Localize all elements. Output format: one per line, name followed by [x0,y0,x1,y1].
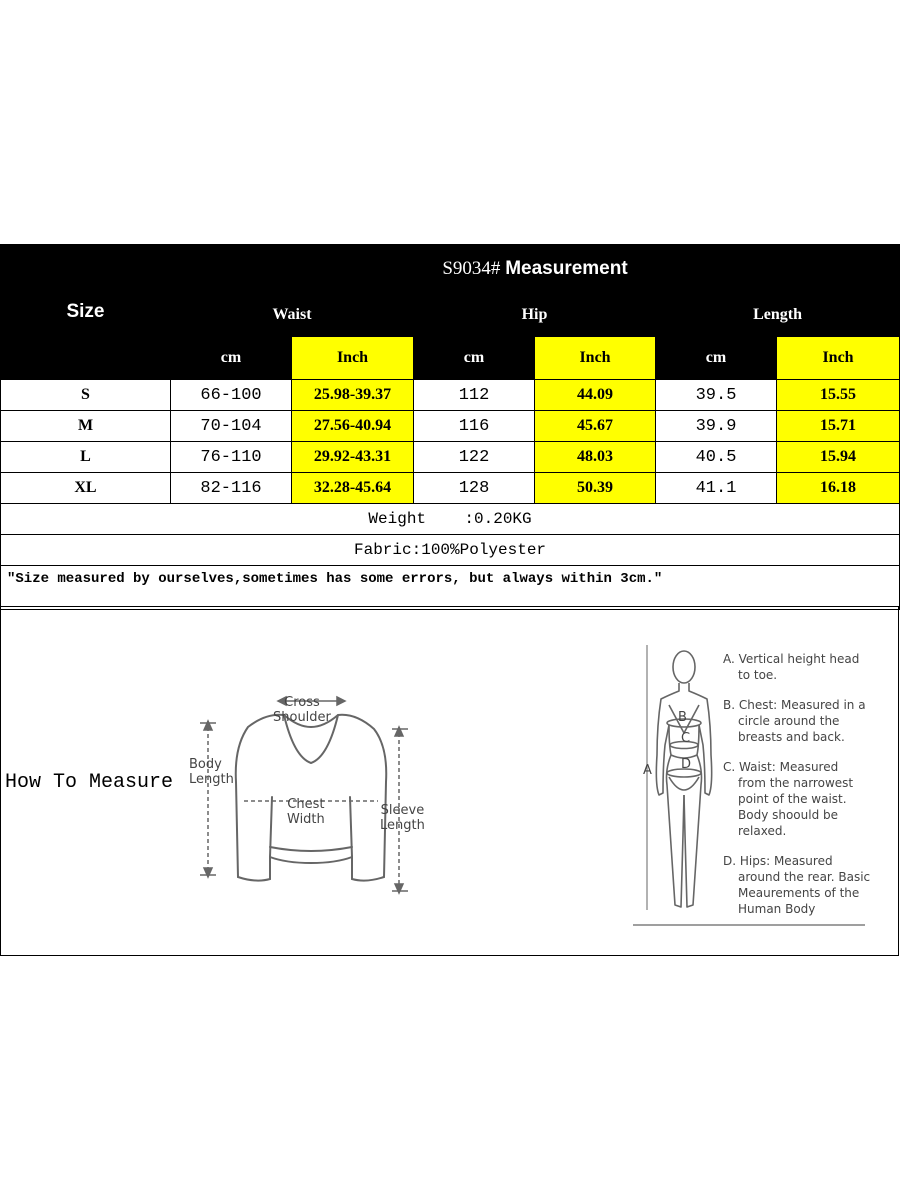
legend-d-text: around the rear. Basic Meaurements of the Human Body [738,870,871,916]
figure-letter-a: A [643,763,652,778]
length-inch-cell: 15.55 [777,380,900,411]
legend-c-text: from the narrowest point of the waist. Body shoould be relaxed. [738,776,854,838]
legend-c-title: C. Waist: Measured [723,760,839,774]
waist-cm-cell: 70-104 [171,411,292,442]
waist-cm-cell: 66-100 [171,380,292,411]
length-inch-cell: 15.71 [777,411,900,442]
table-title [171,245,900,294]
table-row [1,473,900,504]
hip-cm-cell: 116 [414,411,535,442]
length-inch-cell: 16.18 [777,473,900,504]
waist-header: Waist [171,294,414,337]
size-cell: L [1,442,171,473]
legend-item-c [723,759,873,839]
legend-item-b [723,697,873,745]
length-cm-cell: 41.1 [656,473,777,504]
measurement-legend [723,651,873,931]
cross-shoulder-label [273,695,331,725]
hip-inch-cell: 48.03 [535,442,656,473]
waist-inch-cell: 32.28-45.64 [292,473,414,504]
body-length-label [189,757,234,787]
legend-item-d [723,853,873,917]
waist-cm-cell: 76-110 [171,442,292,473]
size-chart-table [0,244,900,610]
chest-width-line2: Width [287,812,325,827]
hip-inch-cell: 50.39 [535,473,656,504]
length-cm-cell: 40.5 [656,442,777,473]
body-length-line2: Length [189,772,234,787]
hip-header: Hip [414,294,656,337]
size-cell: XL [1,473,171,504]
hip-cm-cell: 122 [414,442,535,473]
cross-shoulder-line2: Shoulder [273,710,331,725]
size-chart-sheet [0,244,899,956]
legend-d-title: D. Hips: Measured [723,854,833,868]
fabric-row [1,535,900,566]
figure-letter-d: D [681,757,692,772]
chest-width-line1: Chest [287,797,325,812]
weight-row [1,504,900,535]
table-row [1,442,900,473]
hip-cm-cell: 112 [414,380,535,411]
title-code: S9034# [442,258,501,279]
how-to-measure-label: How To Measure [5,771,174,794]
sleeve-length-line2: Length [380,818,425,833]
hip-cm-header: cm [414,337,535,380]
chest-width-label [287,797,325,827]
length-inch-cell: 15.94 [777,442,900,473]
how-to-measure-section [0,606,899,956]
waist-inch-cell: 27.56-40.94 [292,411,414,442]
length-cm-cell: 39.9 [656,411,777,442]
hip-cm-cell: 128 [414,473,535,504]
legend-b-title: B. Chest: Measured in a [723,698,866,712]
figure-letter-b: B [678,710,687,725]
size-cell: S [1,380,171,411]
hip-inch-cell: 44.09 [535,380,656,411]
legend-item-a [723,651,873,683]
hip-inch-cell: 45.67 [535,411,656,442]
hip-inch-header: Inch [535,337,656,380]
waist-inch-header: Inch [292,337,414,380]
legend-b-text: circle around the breasts and back. [738,714,845,744]
note-text: "Size measured by ourselves,sometimes has some errors, but always within 3cm." [7,571,663,587]
table-row [1,411,900,442]
sleeve-length-line1: Sleeve [380,803,425,818]
size-column-header [1,245,171,380]
legend-a-text: to toe. [738,668,778,682]
weight-text: Weight :0.20KG [368,510,532,528]
length-cm-cell: 39.5 [656,380,777,411]
waist-cm-header: cm [171,337,292,380]
size-cell: M [1,411,171,442]
size-header-label: Size [66,301,105,322]
note-row [1,566,900,610]
title-word: Measurement [505,258,628,279]
waist-inch-cell: 25.98-39.37 [292,380,414,411]
length-cm-header: cm [656,337,777,380]
waist-inch-cell: 29.92-43.31 [292,442,414,473]
length-inch-header: Inch [777,337,900,380]
body-length-line1: Body [189,757,222,772]
sleeve-length-label [380,803,425,833]
legend-a-title: A. Vertical height head [723,652,860,666]
figure-letter-c: C [681,731,691,746]
cross-shoulder-line1: Cross [284,695,320,710]
table-row [1,380,900,411]
waist-cm-cell: 82-116 [171,473,292,504]
length-header: Length [656,294,900,337]
fabric-text: Fabric:100%Polyester [354,541,547,559]
